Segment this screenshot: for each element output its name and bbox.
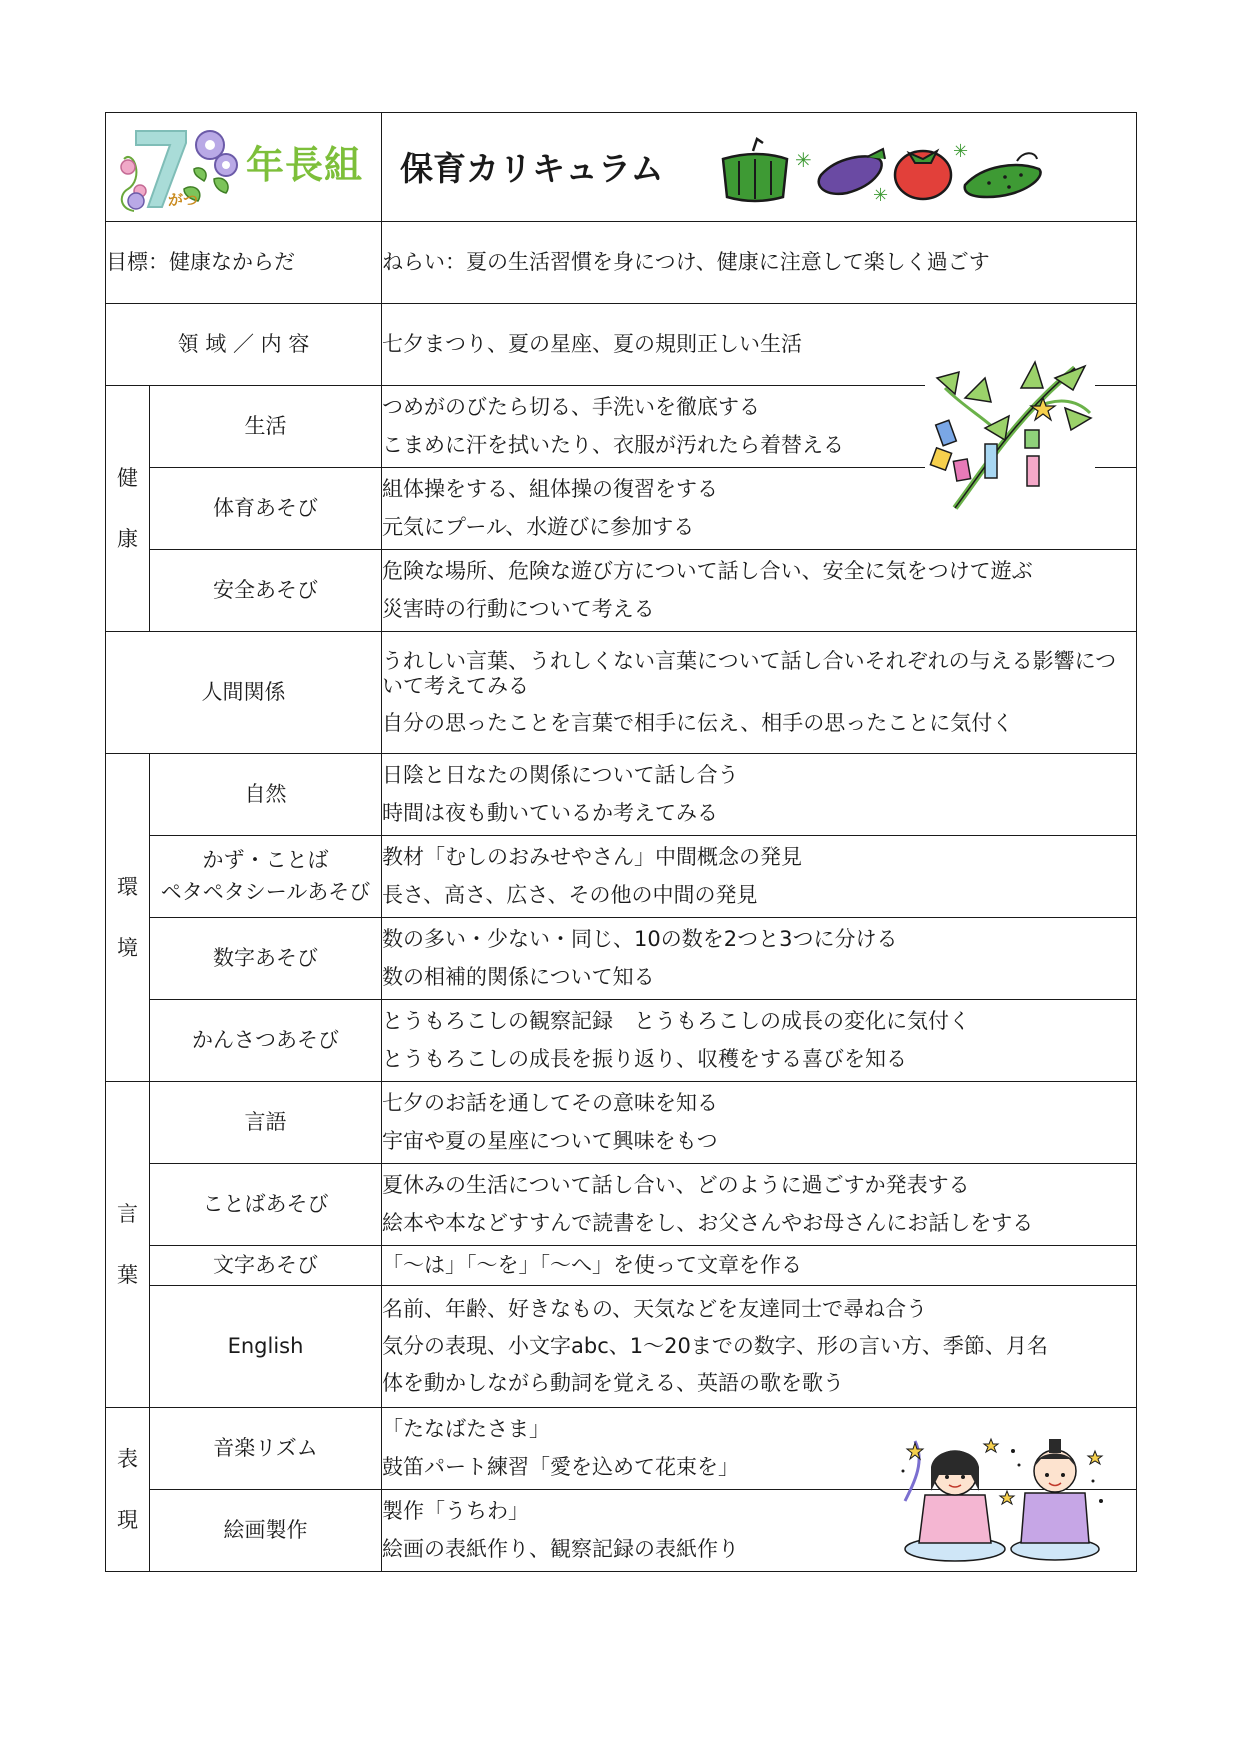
group-label-language [106,1082,150,1408]
content-line: こまめに汗を拭いたり、衣服が汚れたら着替える [382,432,844,457]
content-line: とうもろこしの観察記録 とうもろこしの成長の変化に気付く [382,1009,970,1034]
language-row-3 [106,1246,1137,1286]
area-content [382,1246,1137,1286]
content-line: 鼓笛パート練習「愛を込めて花束を」 [382,1454,739,1479]
content-line: 長さ、高さ、広さ、その他の中間の発見 [382,882,758,907]
svg-text:✳: ✳ [795,148,812,172]
environment-row-4 [106,1000,1137,1082]
area-label: English [150,1286,382,1408]
content-line: 夏休みの生活について話し合い、どのように過ごすか発表する [382,1173,970,1198]
curriculum-sheet [105,112,1136,1572]
content-line: 組体操をする、組体操の復習をする [382,477,718,502]
content-line: とうもろこしの成長を振り返り、収穫をする喜びを知る [382,1046,907,1071]
content-line: 自分の思ったことを言葉で相手に伝え、相手の思ったことに気付く [382,711,1014,736]
area-label: 安全あそび [150,550,382,632]
content-line: つめがのびたら切る、手洗いを徹底する [382,395,760,420]
aim-text: ねらい：夏の生活習慣を身につけ、健康に注意して楽しく過ごす [382,222,1137,304]
curriculum-table [105,112,1137,1572]
area-label: ことばあそび [150,1164,382,1246]
area-label-line: ペタペタシールあそび [160,879,371,904]
area-label-line: かず・ことば [202,848,329,873]
area-content [382,550,1137,632]
area-label: 言語 [150,1082,382,1164]
vegetables-icon [717,135,1047,205]
class-name: 年長組 [246,143,364,187]
language-row-2 [106,1164,1137,1246]
area-label: 絵画製作 [150,1490,382,1572]
header-title-cell [382,113,1137,222]
area-label: 自然 [150,754,382,836]
area-content [382,754,1137,836]
svg-text:✳: ✳ [953,141,969,162]
language-row-4 [106,1286,1137,1408]
area-content [382,918,1137,1000]
area-content [382,632,1137,754]
content-line: うれしい言葉、うれしくない言葉について話し合いそれぞれの与える影響について考えてみる [382,648,1117,698]
content-line: 体を動かしながら動詞を覚える、英語の歌を歌う [382,1371,844,1396]
environment-row-3 [106,918,1137,1000]
content-line: 元気にプール、水遊びに参加する [382,514,695,539]
area-label: 文字あそび [150,1246,382,1286]
page-title: 保育カリキュラム [400,149,664,188]
content-line: 教材「むしのおみせやさん」中間概念の発見 [382,845,802,870]
area-label: 音楽リズム [150,1408,382,1490]
content-line: 七夕のお話を通してその意味を知る [382,1091,718,1116]
group-label-char: 環 [117,874,138,899]
group-label-environment [106,754,150,1082]
tomato-icon [895,151,951,199]
area-content [382,1000,1137,1082]
area-label [150,836,382,918]
language-row-1 [106,1082,1137,1164]
area-content [382,1286,1137,1408]
relations-row [106,632,1137,754]
cucumber-icon [965,153,1041,197]
area-label: かんさつあそび [150,1000,382,1082]
group-label-char: 言 [117,1201,138,1226]
group-label-char: 康 [117,526,138,551]
goal-label: 目標：健康なからだ [106,222,382,304]
content-line: 危険な場所、危険な遊び方について話し合い、安全に気をつけて遊ぶ [382,559,1033,584]
group-label-char: 表 [117,1446,138,1471]
content-line: 名前、年齢、好きなもの、天気などを友達同士で尋ね合う [382,1296,928,1321]
content-line: 日陰と日なたの関係について話し合う [382,763,739,788]
area-label: 数字あそび [150,918,382,1000]
content-line: 数の多い・少ない・同じ、10の数を2つと3つに分ける [382,927,898,952]
area-content [382,1164,1137,1246]
domain-content: 七夕まつり、夏の星座、夏の規則正しい生活 [382,304,1137,386]
content-line: 数の相補的関係について知る [382,964,655,989]
content-line: 災害時の行動について考える [382,596,655,621]
orihime-hikoboshi-icon [895,1431,1110,1563]
pepper-icon [723,139,787,201]
environment-row-2 [106,836,1137,918]
domain-label: 領 域 ／ 内 容 [106,304,382,386]
content-line: 宇宙や夏の星座について興味をもつ [382,1128,718,1153]
group-label-char: 健 [117,465,138,490]
group-label-char: 現 [117,1507,138,1532]
area-label: 人間関係 [106,632,382,754]
content-line: 絵本や本などすすんで読書をし、お父さんやお母さんにお話しをする [382,1210,1034,1235]
month-suffix: がつ [168,191,199,209]
header-row [106,113,1137,222]
content-line: 気分の表現、小文字abc、1〜20までの数字、形の言い方、季節、月名 [382,1333,1048,1358]
content-line: 絵画の表紙作り、観察記録の表紙作り [382,1536,739,1561]
area-label: 体育あそび [150,468,382,550]
group-label-expression [106,1408,150,1572]
environment-row-1 [106,754,1137,836]
area-label: 生活 [150,386,382,468]
goal-row [106,222,1137,304]
group-label-health [106,386,150,632]
content-line: 製作「うちわ」 [382,1499,529,1524]
content-line: 「〜は」「〜を」「〜へ」を使って文章を作る [382,1252,802,1277]
content-line: 「たなばたさま」 [382,1417,550,1442]
svg-text:✳: ✳ [873,185,889,205]
area-content [382,1082,1137,1164]
content-line: 時間は夜も動いているか考えてみる [382,800,718,825]
group-label-char: 境 [117,935,138,960]
bamboo-tanabata-icon [925,358,1095,516]
group-label-char: 葉 [117,1262,138,1287]
area-content [382,836,1137,918]
health-row-3 [106,550,1137,632]
